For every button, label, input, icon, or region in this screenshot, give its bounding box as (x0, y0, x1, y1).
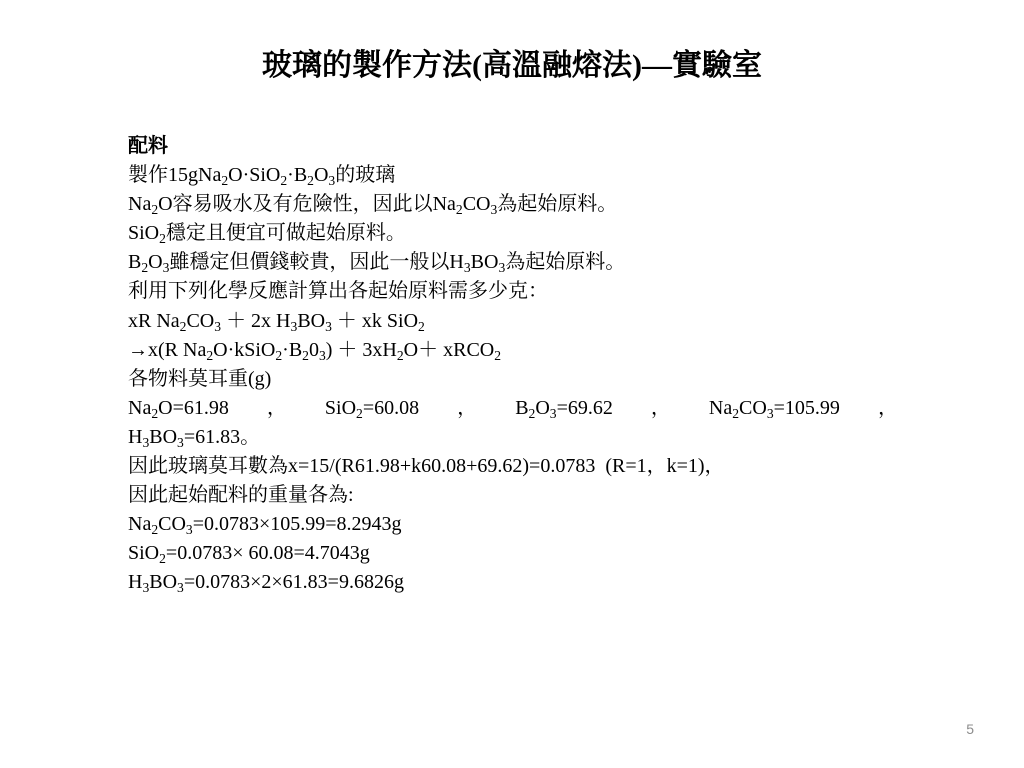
text-segment: O·SiO (228, 164, 281, 187)
text-segment: ， (266, 396, 287, 419)
subscript: 2 (418, 318, 425, 334)
text-segment: BO (149, 571, 178, 594)
text-segment: =60.08 (362, 396, 420, 419)
text-segment: O=61.98 (158, 396, 229, 419)
text-segment: O (535, 396, 550, 419)
text-segment: =69.62 (556, 396, 613, 419)
text-segment: O容易吸水及有危險性，因此以Na (158, 193, 456, 216)
text-segment: 各物料莫耳重(g) (128, 367, 272, 390)
text-line (128, 481, 898, 510)
text-line (128, 161, 898, 190)
subscript: 2 (307, 172, 314, 188)
comma-separator (267, 394, 287, 423)
text-segment: =0.0783× 60.08=4.7043g (165, 542, 370, 565)
text-segment: O·kSiO (213, 338, 276, 361)
text-segment: ， (457, 396, 478, 419)
text-segment: SiO (128, 542, 160, 565)
text-line (128, 452, 898, 481)
text-segment: ， (650, 396, 671, 419)
subscript: 3 (290, 318, 298, 334)
subscript: 2 (732, 405, 740, 421)
subscript: 3 (214, 318, 222, 334)
subscript: 2 (151, 522, 159, 538)
subscript: 2 (528, 405, 536, 421)
text-segment: 製作15gNa (128, 164, 222, 187)
text-segment: CO (186, 309, 215, 332)
text-segment: H (128, 425, 143, 448)
molar-mass-item (515, 394, 613, 423)
text-segment: O＋ xRCO (403, 338, 495, 361)
comma-separator (457, 394, 477, 423)
subscript: 3 (185, 522, 193, 538)
text-line (128, 539, 898, 568)
slide-body (128, 132, 898, 598)
text-line (128, 277, 898, 306)
text-segment: =0.0783×105.99=8.2943g (192, 513, 402, 536)
subscript: 3 (318, 347, 326, 363)
text-segment: BO (470, 251, 499, 274)
text-segment: Na (708, 396, 733, 419)
text-segment: Na (128, 513, 152, 536)
subscript: 3 (549, 405, 557, 421)
subscript: 3 (162, 260, 170, 276)
text-lines (128, 161, 898, 394)
subscript: 3 (498, 260, 506, 276)
text-lines-after (128, 423, 898, 598)
subscript: 2 (396, 347, 404, 363)
subscript: 3 (463, 260, 471, 276)
subscript: 2 (356, 405, 363, 421)
text-segment: 因此玻璃莫耳數為x=15/(R61.98+k60.08+69.62)=0.0783 (R=1，k=1)， (128, 455, 725, 478)
subscript: 2 (275, 347, 283, 363)
text-segment: =0.0783×2×61.83=9.6826g (183, 571, 404, 594)
text-segment: 的玻璃 (335, 164, 396, 187)
text-segment: 穩定且便宜可做起始原料。 (165, 222, 406, 245)
text-segment: 為起始原料。 (505, 251, 626, 274)
page-number: 5 (966, 721, 974, 737)
molar-mass-item (325, 394, 419, 423)
subscript: 2 (302, 347, 309, 363)
text-segment: =61.83。 (183, 425, 261, 448)
text-line (128, 307, 898, 336)
text-segment: O (148, 251, 163, 274)
text-segment: CO (158, 513, 186, 536)
text-segment: 0 (308, 338, 319, 361)
subscript: 3 (325, 318, 332, 334)
text-segment: ·B (287, 164, 308, 187)
text-segment: SiO (128, 222, 160, 245)
text-segment: BO (297, 309, 326, 332)
text-line (128, 423, 898, 452)
molar-mass-item (128, 394, 229, 423)
text-segment: ·B (282, 338, 303, 361)
subscript: 3 (766, 405, 774, 421)
subscript: 2 (221, 172, 229, 188)
text-segment: 為起始原料。 (497, 193, 618, 216)
text-line (128, 190, 898, 219)
text-segment: =105.99 (773, 396, 840, 419)
subscript: 2 (141, 260, 149, 276)
text-segment: SiO (324, 396, 357, 419)
subscript: 3 (490, 201, 498, 217)
text-segment: ＋ xk SiO (331, 309, 419, 332)
subscript: 2 (159, 551, 166, 567)
text-line (128, 336, 898, 365)
slide-title: 玻璃的製作方法(高溫融熔法)—實驗室 (262, 49, 762, 82)
text-segment: →x(R Na (128, 338, 207, 361)
subscript: 2 (151, 405, 159, 421)
text-segment: CO (739, 396, 767, 419)
text-line (128, 248, 898, 277)
text-segment: O (313, 164, 329, 187)
subscript: 3 (177, 580, 184, 596)
subscript: 2 (206, 347, 214, 363)
subscript: 2 (179, 318, 187, 334)
text-segment: H (128, 571, 143, 594)
text-line (128, 568, 898, 597)
subscript: 2 (455, 201, 463, 217)
text-segment: CO (462, 193, 491, 216)
molar-mass-item (709, 394, 840, 423)
text-line (128, 219, 898, 248)
text-segment: B (515, 396, 529, 419)
text-segment: B (128, 251, 142, 274)
molar-mass-row (128, 394, 898, 423)
text-segment: ＋ 2x H (221, 309, 291, 332)
section-heading: 配料 (128, 135, 168, 157)
text-segment: Na (128, 396, 152, 419)
text-line (128, 510, 898, 539)
subscript: 3 (142, 434, 150, 450)
text-segment: ， (877, 396, 898, 419)
text-segment: ) ＋ 3xH (325, 338, 397, 361)
text-line (128, 365, 898, 394)
comma-separator (651, 394, 671, 423)
subscript: 2 (159, 231, 166, 247)
comma-separator (878, 394, 898, 423)
text-segment: 利用下列化學反應計算出各起始原料需多少克： (128, 280, 548, 303)
text-segment: xR Na (128, 309, 180, 332)
subscript: 3 (177, 434, 184, 450)
subscript: 2 (280, 172, 288, 188)
subscript: 3 (328, 172, 336, 188)
text-segment: 因此起始配料的重量各為: (128, 484, 354, 507)
text-segment: Na (128, 193, 152, 216)
text-segment: BO (149, 425, 178, 448)
subscript: 3 (142, 580, 150, 596)
subscript: 2 (494, 347, 502, 363)
subscript: 2 (151, 201, 159, 217)
text-segment: 雖穩定但價錢較貴，因此一般以H (169, 251, 464, 274)
